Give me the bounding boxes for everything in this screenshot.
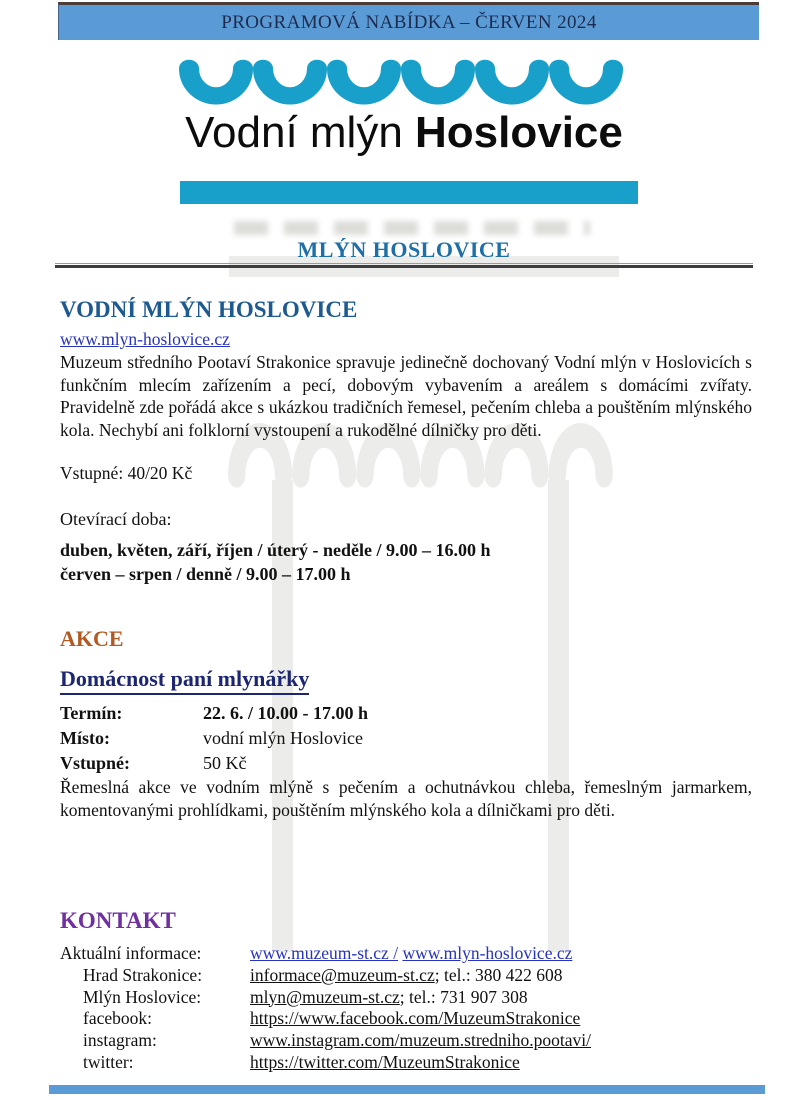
detail-value: vodní mlýn Hoslovice <box>203 728 363 748</box>
mill-section-heading: VODNÍ MLÝN HOSLOVICE <box>60 297 358 322</box>
contact-value <box>250 943 572 965</box>
mill-description: Muzeum středního Pootaví Strakonice spravuje jedinečně dochovaný Vodní mlýn v Hoslovicích s funkčním mlecím zařízením a pecí, dobovým vybavením a areálem s domácími zvířaty. Pravidelně zde pořádá akce s ukázkou tradičních řemesel, pečením chleba a pouštěním mlýnského kola. Nechybí ani folklorní vystoupení a rukodělné dílničky pro děti. <box>60 352 752 440</box>
detail-label: Vstupné: <box>60 753 131 773</box>
mill-website-row <box>60 329 752 350</box>
page-title: MLÝN HOSLOVICE <box>297 237 511 262</box>
contact-label: facebook: <box>83 1008 152 1029</box>
contact-value <box>250 1052 520 1074</box>
contact-list <box>60 943 752 1074</box>
contact-value <box>250 987 528 1009</box>
contact-value <box>250 965 563 987</box>
mill-admission: Vstupné: 40/20 Kč <box>60 463 193 483</box>
instagram-link[interactable]: www.instagram.com/muzeum.stredniho.pootavi/ <box>250 1030 592 1051</box>
mill-website-link[interactable]: www.mlyn-hoslovice.cz <box>60 329 230 349</box>
contact-row <box>60 943 752 965</box>
detail-label: Místo: <box>60 728 110 748</box>
contact-label: Mlýn Hoslovice: <box>83 986 202 1007</box>
event-details <box>60 701 752 776</box>
event-detail-row <box>60 701 752 726</box>
contact-row <box>60 987 752 1009</box>
contact-label: Hrad Strakonice: <box>83 964 203 985</box>
contact-row <box>60 1052 752 1074</box>
contact-phone: ; tel.: 380 422 608 <box>434 964 563 985</box>
mlyn-website-link[interactable]: www.mlyn-hoslovice.cz <box>402 943 573 963</box>
logo-text-regular: Vodní mlýn <box>185 108 416 157</box>
contact-label: instagram: <box>83 1030 157 1051</box>
contact-value <box>250 1008 580 1030</box>
contact-label: Aktuální informace: <box>60 943 202 963</box>
horizontal-rule <box>55 263 753 269</box>
banner-title: PROGRAMOVÁ NABÍDKA – ČERVEN 2024 <box>221 12 597 33</box>
footer-bar <box>49 1085 765 1094</box>
contact-row <box>60 1008 752 1030</box>
contact-label: twitter: <box>83 1051 134 1072</box>
event-description: Řemeslná akce ve vodním mlýně s pečením a ochutnávkou chleba, řemeslným jarmarkem, komentovanými prohlídkami, pouštěním mlýnského kola a dílničkami pro děti. <box>60 777 752 820</box>
castle-email-link[interactable]: informace@muzeum-st.cz <box>250 964 435 985</box>
contact-row <box>60 1030 752 1052</box>
detail-label: Termín: <box>60 703 123 723</box>
mill-email-link[interactable]: mlyn@muzeum-st.cz <box>250 986 400 1007</box>
watermark-blurred-text <box>234 221 590 235</box>
opening-hours-label: Otevírací doba: <box>60 509 172 529</box>
wave-logo-icon <box>179 58 629 108</box>
detail-value: 22. 6. / 10.00 - 17.00 h <box>203 703 369 723</box>
logo-text-bold: Hoslovice <box>415 108 623 157</box>
contact-section-heading: KONTAKT <box>60 908 176 933</box>
event-title: Domácnost paní mlynářky <box>60 666 752 692</box>
logo-wordmark <box>0 108 808 158</box>
events-section-heading: AKCE <box>60 626 124 651</box>
contact-value <box>250 1030 591 1052</box>
twitter-link[interactable]: https://twitter.com/MuzeumStrakonice <box>250 1051 520 1072</box>
facebook-link[interactable]: https://www.facebook.com/MuzeumStrakonice <box>250 1008 581 1029</box>
logo-underline-bar <box>180 181 638 204</box>
header-banner <box>58 2 759 40</box>
event-detail-row <box>60 751 752 776</box>
detail-value: 50 Kč <box>203 753 247 773</box>
contact-phone: ; tel.: 731 907 308 <box>399 986 528 1007</box>
opening-hours-line: červen – srpen / denně / 9.00 – 17.00 h <box>60 564 351 584</box>
muzeum-website-link[interactable]: www.muzeum-st.cz / <box>250 943 399 963</box>
opening-hours-line: duben, květen, září, říjen / úterý - neděle / 9.00 – 16.00 h <box>60 540 491 560</box>
event-detail-row <box>60 726 752 751</box>
contact-row <box>60 965 752 987</box>
